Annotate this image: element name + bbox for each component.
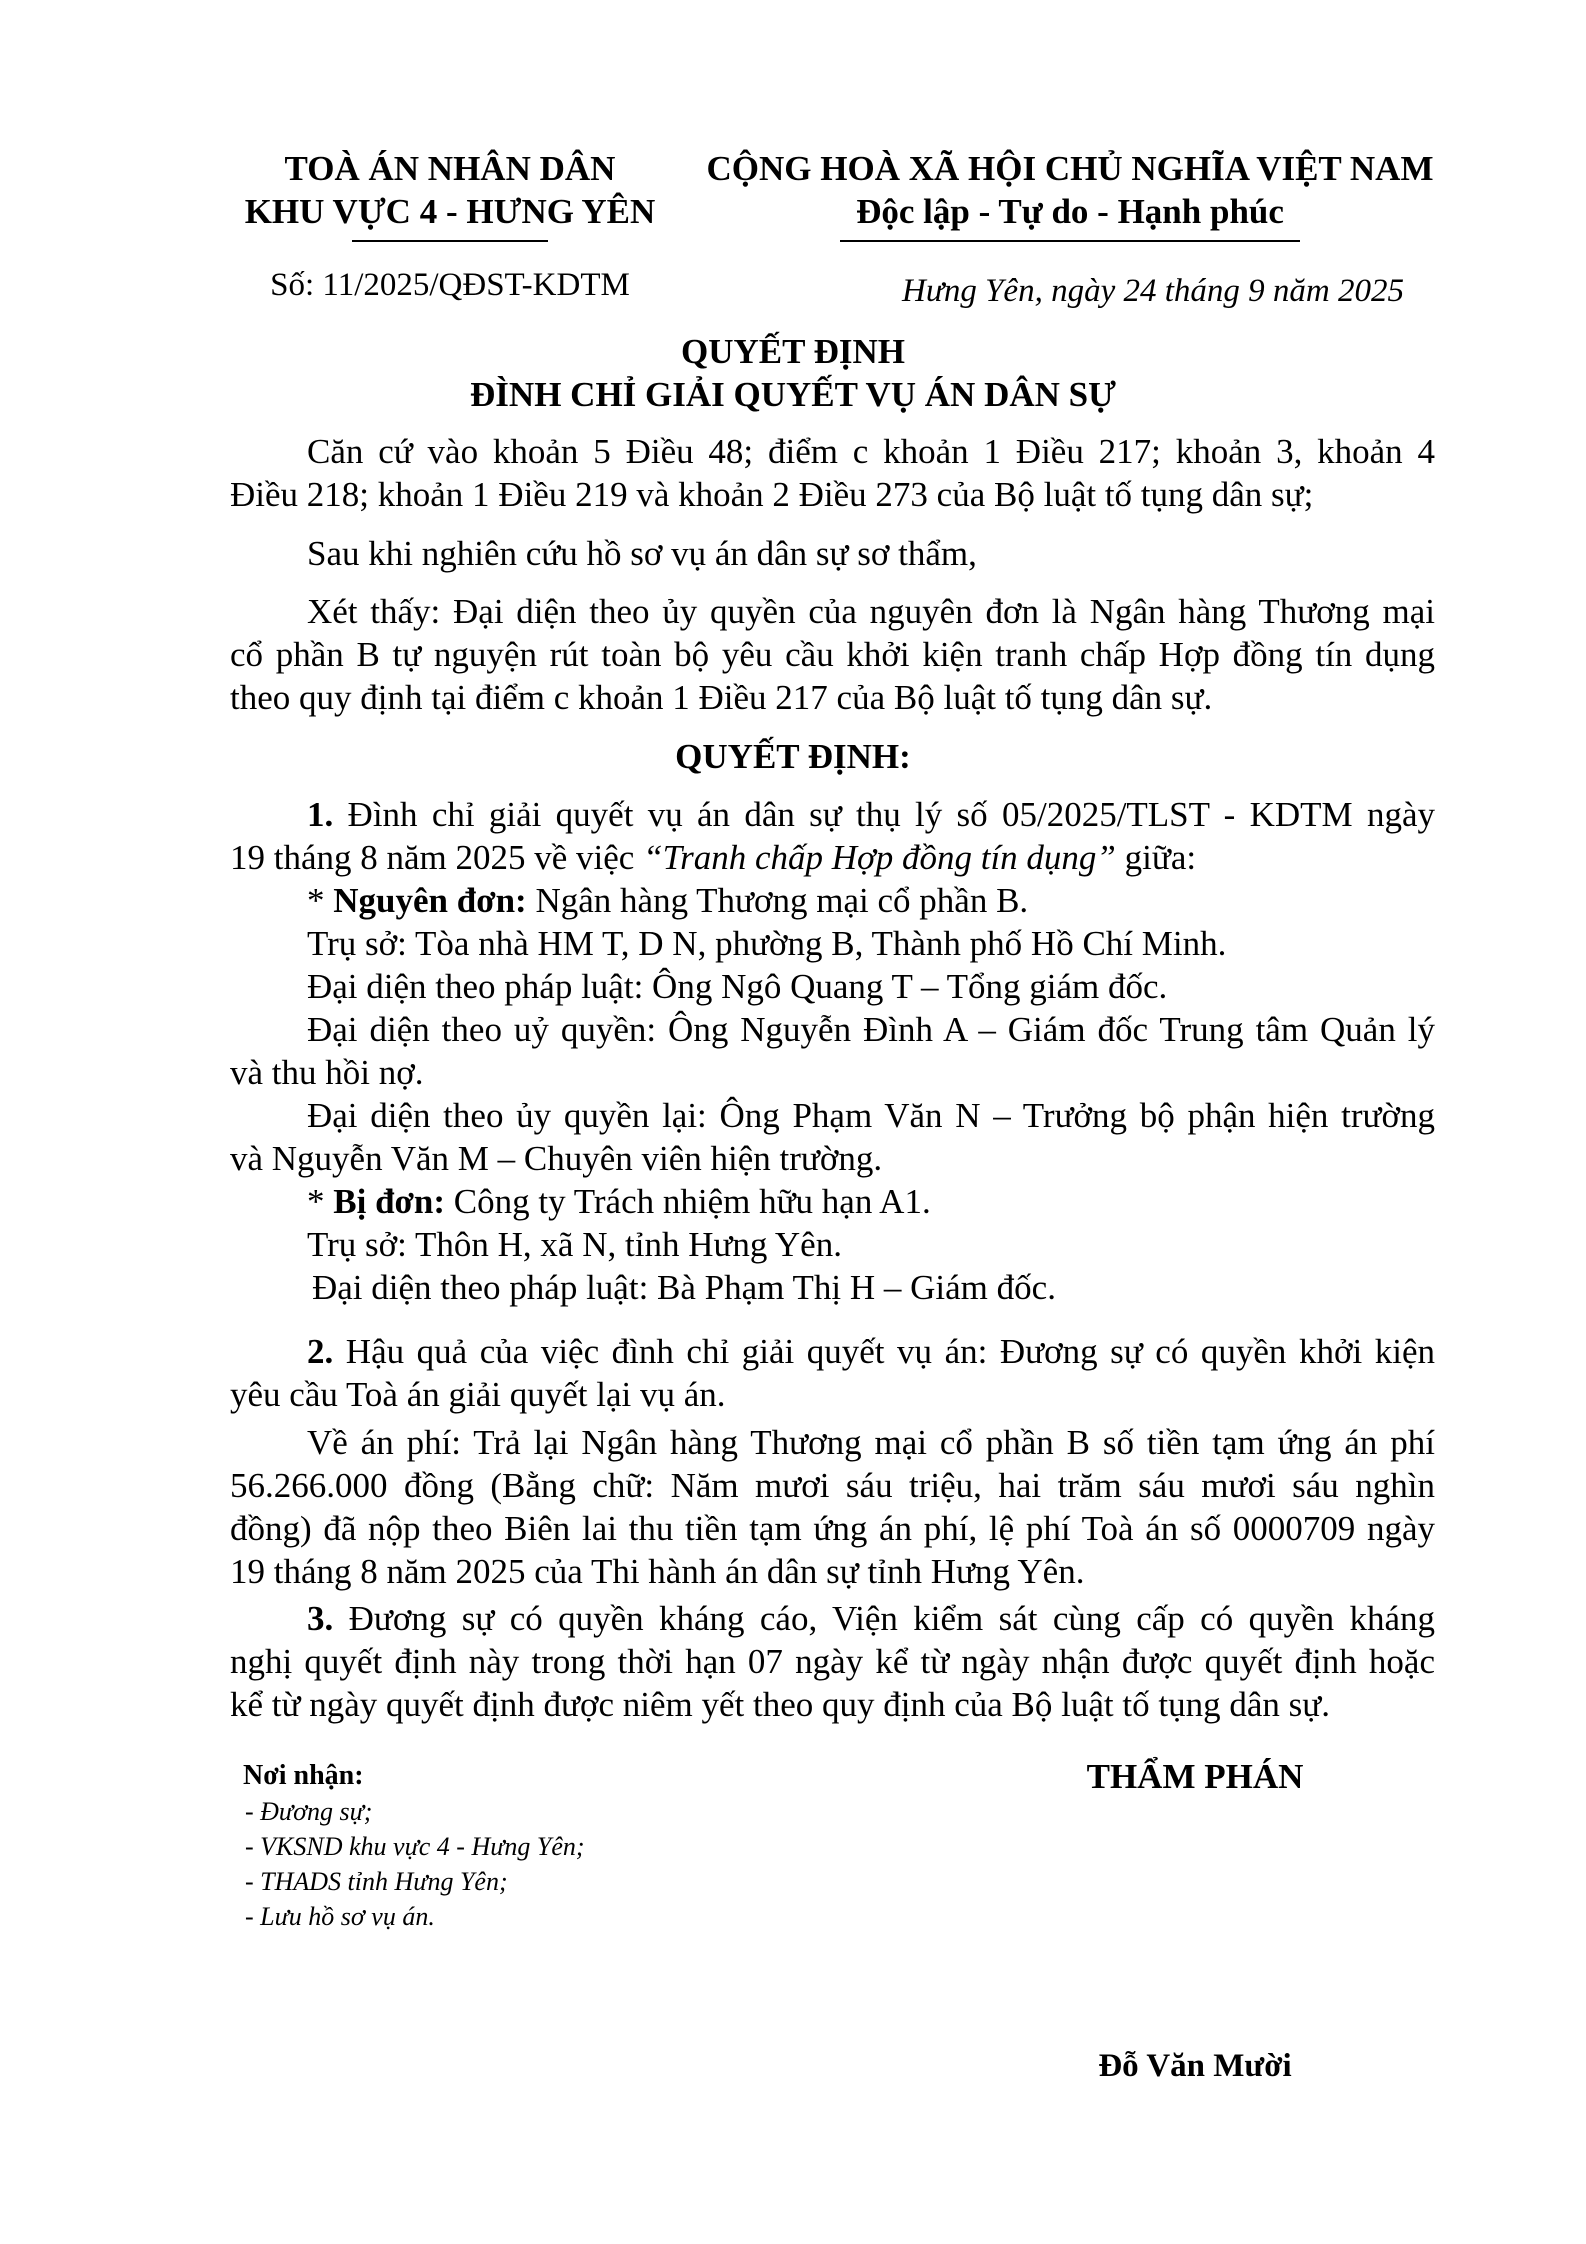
judge-name: Đỗ Văn Mười	[1098, 2048, 1292, 2084]
court-underline	[352, 240, 548, 242]
judge-title: THẨM PHÁN	[1086, 1757, 1304, 1796]
recipient-item: - Đương sự;	[245, 1797, 373, 1826]
recipient-item: - VKSND khu vực 4 - Hưng Yên;	[245, 1832, 585, 1861]
defendant-address: Trụ sở: Thôn H, xã N, tỉnh Hưng Yên.	[307, 1225, 842, 1264]
legal-basis-line2: Điều 218; khoản 1 Điều 219 và khoản 2 Điều 273 của Bộ luật tố tụng dân sự;	[230, 475, 1314, 514]
legal-basis-line1: Căn cứ vào khoản 5 Điều 48; điểm c khoản 1 Điều 217; khoản 3, khoản 4	[307, 432, 1435, 471]
item1-line2: 19 tháng 8 năm 2025 về việc “Tranh chấp Hợp đồng tín dụng” giữa:	[230, 838, 1197, 877]
item2-line1: 2. Hậu quả của việc đình chỉ giải quyết vụ án: Đương sự có quyền khởi kiện	[307, 1332, 1435, 1371]
plaintiff-authorized-rep-line1: Đại diện theo uỷ quyền: Ông Nguyễn Đình A – Giám đốc Trung tâm Quản lý	[307, 1010, 1435, 1049]
finding-line1: Xét thấy: Đại diện theo ủy quyền của nguyên đơn là Ngân hàng Thương mại	[307, 592, 1435, 631]
item2-line2: yêu cầu Toà án giải quyết lại vụ án.	[230, 1375, 726, 1414]
court-fee-line3: đồng) đã nộp theo Biên lai thu tiền tạm ứng án phí, lệ phí Toà án số 0000709 ngày	[230, 1509, 1435, 1548]
document-title: QUYẾT ĐỊNH	[681, 332, 905, 371]
item1-number: 1.	[307, 795, 334, 834]
place-date: Hưng Yên, ngày 24 tháng 9 năm 2025	[902, 273, 1404, 309]
court-fee-line1: Về án phí: Trả lại Ngân hàng Thương mại cổ phần B số tiền tạm ứng án phí	[307, 1423, 1435, 1462]
recipient-item: - Lưu hồ sơ vụ án.	[245, 1902, 435, 1931]
plaintiff-subauthorized-line2: và Nguyễn Văn M – Chuyên viên hiện trường.	[230, 1139, 883, 1178]
item3-number: 3.	[307, 1599, 334, 1638]
document-number: Số: 11/2025/QĐST-KDTM	[270, 267, 630, 303]
recipient-item: - THADS tỉnh Hưng Yên;	[245, 1867, 508, 1896]
plaintiff-legal-representative: Đại diện theo pháp luật: Ông Ngô Quang T – Tổng giám đốc.	[307, 967, 1168, 1006]
case-subject: “Tranh chấp Hợp đồng tín dụng”	[643, 838, 1116, 877]
court-name-line1: TOÀ ÁN NHÂN DÂN	[284, 149, 616, 188]
plaintiff-line: * Nguyên đơn: Ngân hàng Thương mại cổ phần B.	[307, 881, 1029, 920]
plaintiff-authorized-rep-line2: và thu hồi nợ.	[230, 1053, 424, 1092]
decision-heading: QUYẾT ĐỊNH:	[675, 737, 911, 776]
document-subtitle: ĐÌNH CHỈ GIẢI QUYẾT VỤ ÁN DÂN SỰ	[470, 375, 1116, 414]
item3-line2: nghị quyết định này trong thời hạn 07 ngày kể từ ngày nhận được quyết định hoặc	[230, 1642, 1435, 1681]
defendant-legal-representative: Đại diện theo pháp luật: Bà Phạm Thị H – Giám đốc.	[312, 1268, 1056, 1307]
item2-number: 2.	[307, 1332, 334, 1371]
review-statement: Sau khi nghiên cứu hồ sơ vụ án dân sự sơ thẩm,	[307, 534, 977, 573]
defendant-line: * Bị đơn: Công ty Trách nhiệm hữu hạn A1.	[307, 1182, 931, 1221]
court-fee-line4: 19 tháng 8 năm 2025 của Thi hành án dân sự tỉnh Hưng Yên.	[230, 1552, 1085, 1591]
nation-motto: Độc lập - Tự do - Hạnh phúc	[856, 192, 1284, 231]
item3-line1: 3. Đương sự có quyền kháng cáo, Viện kiểm sát cùng cấp có quyền kháng	[307, 1599, 1435, 1638]
nation-title: CỘNG HOÀ XÃ HỘI CHỦ NGHĨA VIỆT NAM	[706, 149, 1434, 188]
plaintiff-address: Trụ sở: Tòa nhà HM T, D N, phường B, Thành phố Hồ Chí Minh.	[307, 924, 1227, 963]
plaintiff-subauthorized-line1: Đại diện theo ủy quyền lại: Ông Phạm Văn N – Trưởng bộ phận hiện trường	[307, 1096, 1435, 1135]
finding-line3: theo quy định tại điểm c khoản 1 Điều 217 của Bộ luật tố tụng dân sự.	[230, 678, 1213, 717]
item1-line1: 1. Đình chỉ giải quyết vụ án dân sự thụ lý số 05/2025/TLST - KDTM ngày	[307, 795, 1435, 834]
defendant-label: Bị đơn:	[333, 1182, 446, 1221]
motto-underline	[840, 240, 1300, 242]
item3-line3: kể từ ngày quyết định được niêm yết theo quy định của Bộ luật tố tụng dân sự.	[230, 1685, 1330, 1724]
finding-line2: cổ phần B tự nguyện rút toàn bộ yêu cầu khởi kiện tranh chấp Hợp đồng tín dụng	[230, 635, 1435, 674]
plaintiff-label: Nguyên đơn:	[333, 881, 527, 920]
recipients-heading: Nơi nhận:	[243, 1760, 364, 1791]
court-fee-line2: 56.266.000 đồng (Bằng chữ: Năm mươi sáu triệu, hai trăm sáu mươi sáu nghìn	[230, 1466, 1435, 1505]
court-name-line2: KHU VỰC 4 - HƯNG YÊN	[244, 192, 656, 231]
